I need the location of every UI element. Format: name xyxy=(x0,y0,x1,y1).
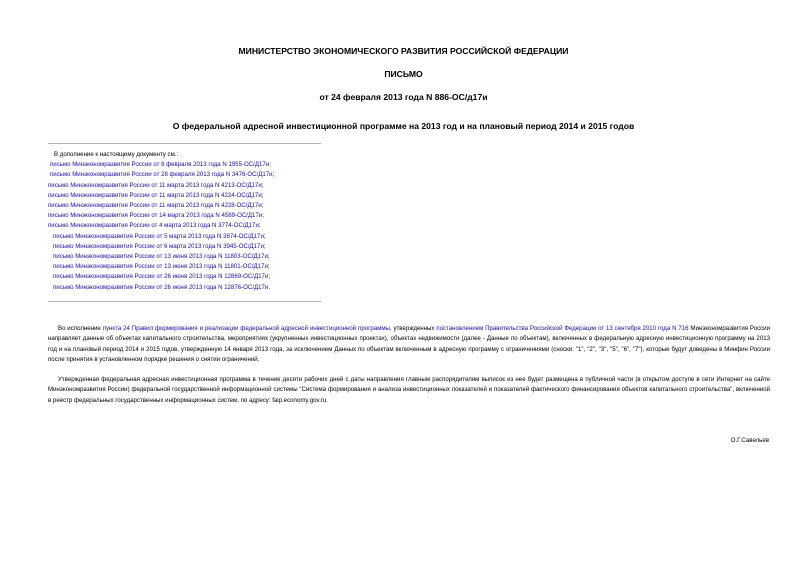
related-document-suffix: ; xyxy=(262,212,264,220)
related-document-suffix: ; xyxy=(267,263,270,271)
related-document-link[interactable]: письмо Минэкономразвития России от 4 марта 2013 года N 3774-ОС/Д17и xyxy=(48,222,259,230)
related-document-item xyxy=(48,170,321,180)
related-document-link[interactable]: письмо Минэкономразвития России от 11 марта 2013 года N 4224-ОС/Д17и xyxy=(48,191,262,199)
related-document-suffix: ; xyxy=(267,253,270,261)
ministry-title: МИНИСТЕРСТВО ЭКОНОМИЧЕСКОГО РАЗВИТИЯ РОССИЙСКОЙ ФЕДЕРАЦИИ xyxy=(238,46,569,56)
related-document-item xyxy=(48,232,321,242)
related-document-suffix: ; xyxy=(261,191,264,199)
related-document-suffix: ; xyxy=(272,171,275,179)
related-document-link[interactable]: письмо Минэкономразвития России от 28 февраля 2013 года N 3476-ОС/Д17и xyxy=(50,171,273,179)
related-document-item xyxy=(48,242,321,252)
related-document-link[interactable]: письмо Минэкономразвития России от 6 марта 2013 года N 3945-ОС/Д17и xyxy=(53,242,264,250)
related-document-item xyxy=(48,262,321,272)
related-document-suffix: ; xyxy=(261,202,264,210)
related-document-link[interactable]: письмо Минэкономразвития России от 11 марта 2013 года N 4213-ОС/Д17и xyxy=(48,181,262,189)
related-document-suffix: ; xyxy=(263,242,266,250)
rules-item-24-link[interactable]: пункта 24 Правил формирования и реализации федеральной адресной инвестиционной программы xyxy=(102,325,390,332)
related-document-link[interactable]: письмо Минэкономразвития России от 14 марта 2013 года N 4589-ОС/Д17и xyxy=(48,212,263,220)
related-document-link[interactable]: письмо Минэкономразвития России от 13 июня 2013 года N 11803-ОС/Д17и xyxy=(53,253,268,261)
related-document-item xyxy=(48,272,321,282)
related-document-suffix: ; xyxy=(269,161,271,169)
related-document-item xyxy=(48,211,321,221)
related-document-link[interactable]: письмо Минэкономразвития России от 11 марта 2013 года N 4228-ОС/Д17и xyxy=(48,202,262,210)
related-document-link[interactable]: письмо Минэкономразвития России от 26 июня 2013 года N 12876-ОС/Д17и xyxy=(53,283,269,291)
related-document-suffix: ; xyxy=(261,181,264,189)
document-date-number: от 24 февраля 2013 года N 886-ОС/д17и xyxy=(319,92,488,102)
document-subject: О федеральной адресной инвестиционной программе на 2013 год и на плановый период 2014 и 2015 годов xyxy=(172,121,635,131)
related-document-item xyxy=(48,201,321,211)
related-document-item xyxy=(48,283,321,293)
related-document-link[interactable]: письмо Минэкономразвития России от 26 июня 2013 года N 12869-ОС/Д17и xyxy=(53,273,269,281)
body-paragraph-2: Утвержденная федеральная адресная инвестиционная программа в течение десяти рабочих дней с даты направления главным распорядителям выписок из нее будет размещена в публичной части (в открытом доступе в сети Интернет на сайте Минэкономразвития России) федеральной государственной информационной системы "Система формирования и анализа инвестиционных показателей и показателей фактического финансирования объектов капитального строительства", включенной в реестр федеральных государственных информационных систем, по адресу: faip.economy.gov.ru. xyxy=(48,376,770,404)
p1-text-b: , утвержденных xyxy=(389,325,437,332)
p1-text-c: Минэкономразвития России направляет данные об объектах капитального строительства, мероприятиях (укрупненных инвестиционных проектах), объектах недвижимости (далее - Данные по объектам), включенных в федеральную адресную инвестиционную программу на 2013 год и на плановый период 2014 и 2015 годов, утвержденную 14 января 2013 года, за исключением Данных по объектам включенным в адресную программу с ограничениями (сноски: "1", "2", "3", "5", "6", "7"), которые будут доведены в Минфин России после принятия в установленном порядке решения о снятии ограничений. xyxy=(48,325,770,363)
document-type: ПИСЬМО xyxy=(384,69,423,79)
related-document-suffix: ; xyxy=(268,273,271,281)
related-document-suffix: ; xyxy=(258,222,261,230)
p1-text-a: Во исполнение xyxy=(58,325,103,332)
related-documents-box xyxy=(48,143,321,302)
government-resolution-link[interactable]: постановлением Правительства Российской Федерации от 13 сентября 2010 года N 716 xyxy=(436,325,689,332)
related-document-link[interactable]: письмо Минэкономразвития России от 5 марта 2013 года N 3874-ОС/Д17и xyxy=(53,232,264,240)
related-document-item xyxy=(48,221,321,231)
related-document-link[interactable]: письмо Минэкономразвития России от 13 июня 2013 года N 11801-ОС/Д17и xyxy=(53,263,268,271)
body-paragraph-1 xyxy=(48,324,770,365)
related-document-item xyxy=(48,252,321,262)
related-document-item xyxy=(48,160,321,170)
related-documents-intro: В дополнение к настоящему документу см.: xyxy=(54,151,179,158)
related-document-item xyxy=(48,181,321,191)
related-document-suffix: . xyxy=(268,283,271,291)
related-document-item xyxy=(48,191,321,201)
related-document-link[interactable]: письмо Минэкономразвития России от 8 февраля 2013 года N 1955-ОС/Д17и xyxy=(50,161,270,169)
related-documents-list xyxy=(48,160,321,293)
related-document-suffix: ; xyxy=(263,232,266,240)
signature: О.Г.Савельев xyxy=(730,437,769,444)
